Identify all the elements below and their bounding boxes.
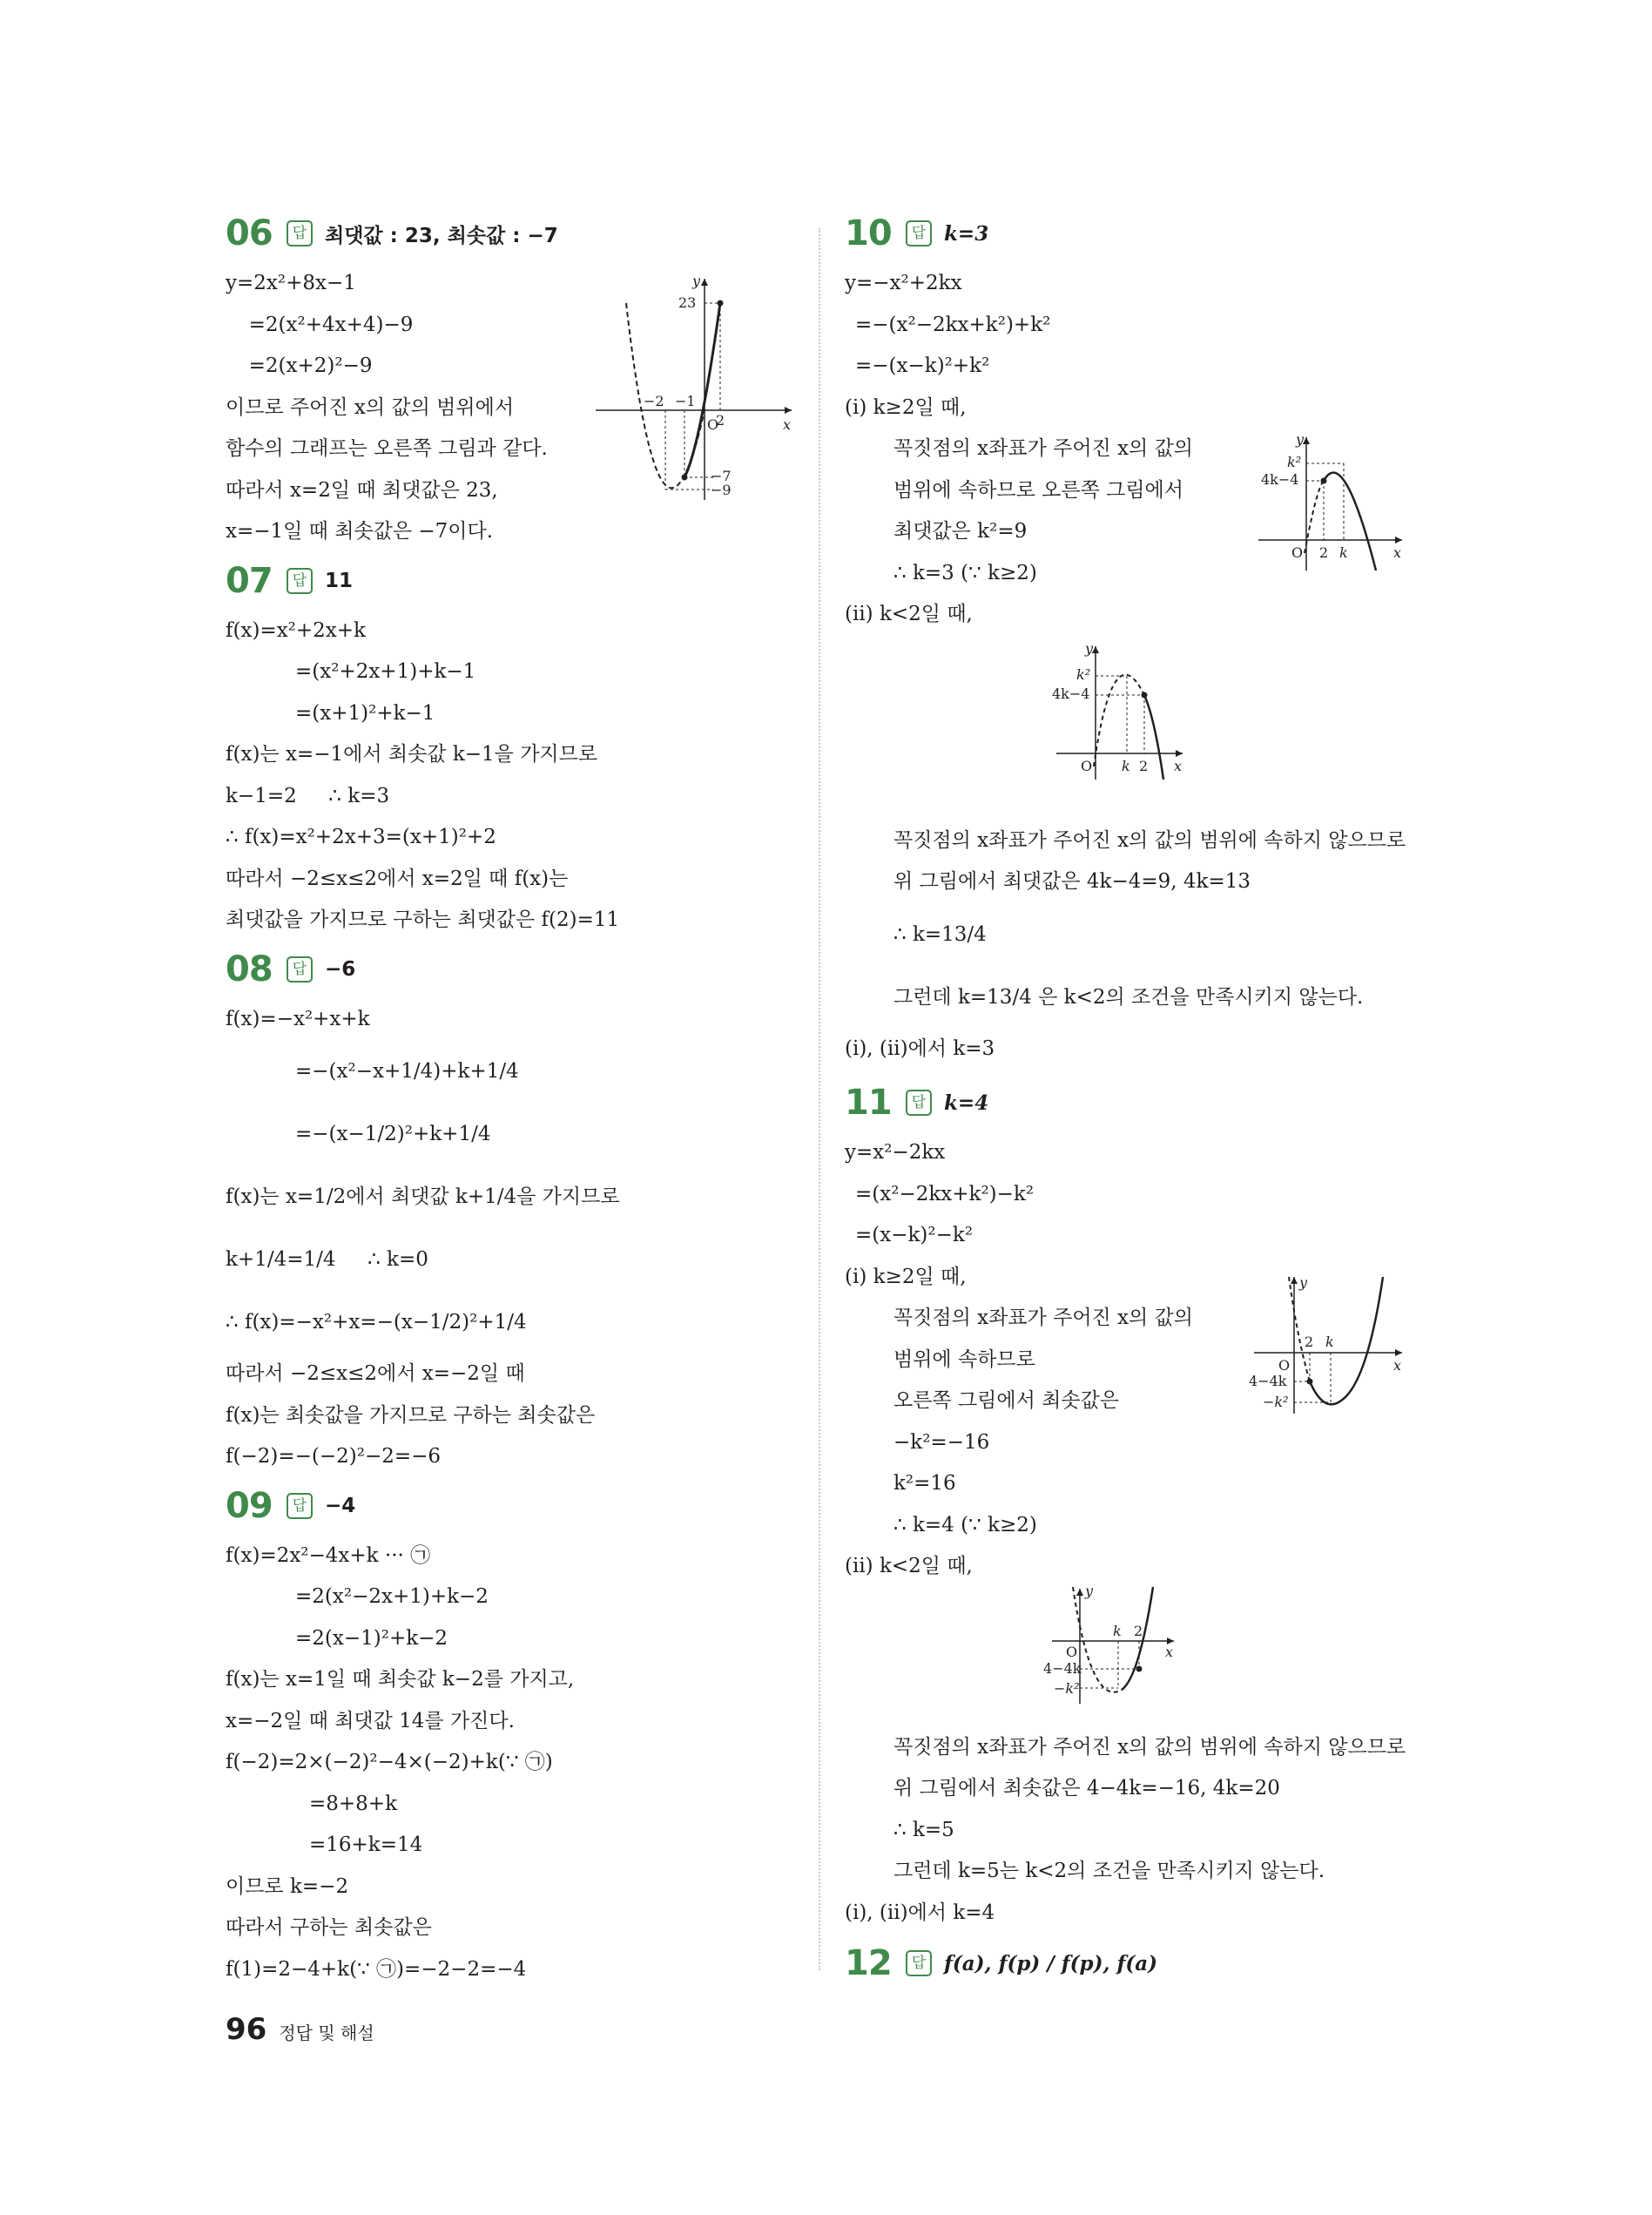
tick-label: 2 <box>716 412 725 429</box>
solution-line: k−1=2 ∴ k=3 <box>226 784 390 807</box>
problem-header <box>226 945 870 994</box>
solution-line: =(x+1)²+k−1 <box>295 701 435 725</box>
problem-number: 08 <box>226 949 273 989</box>
answer-badge: 답 <box>287 956 313 983</box>
solution-line: f(x)는 x=1일 때 최솟값 k−2를 가지고, <box>226 1668 575 1691</box>
solution-line: 위 그림에서 최댓값은 4k−4=9, 4k=13 <box>893 870 1251 893</box>
tick-label: k² <box>1287 454 1302 470</box>
answer-text: f(a), f(p) / f(p), f(a) <box>944 1951 1158 1975</box>
solution-line: y=x²−2kx <box>845 1141 946 1164</box>
solution-line: 위 그림에서 최솟값은 4−4k=−16, 4k=20 <box>893 1777 1280 1800</box>
solution-line: f(x)는 x=1/2에서 최댓값 k+1/4을 가지므로 <box>226 1185 620 1208</box>
problem-08 <box>226 945 870 1478</box>
answer-text: k=3 <box>944 221 989 246</box>
tick-label: 4−4k <box>1043 1660 1082 1677</box>
parabola-graph-10a <box>1254 427 1411 575</box>
tick-label: 2 <box>1139 758 1149 774</box>
solution-line: =(x²+2x+1)+k−1 <box>295 660 476 683</box>
problem-09 <box>226 1482 870 1991</box>
problem-12 <box>845 1939 1454 1988</box>
left-column <box>226 209 870 1990</box>
problem-number: 06 <box>226 213 273 253</box>
solution-line: (ⅰ), (ⅱ)에서 k=4 <box>845 1901 995 1924</box>
solution-line: ∴ k=3 (∵ k≥2) <box>893 561 1037 584</box>
problem-11 <box>845 1078 1454 1934</box>
problem-07 <box>226 557 870 942</box>
parabola-graph-06 <box>591 268 800 503</box>
solution-line: x=−1일 때 최솟값은 −7이다. <box>226 520 494 543</box>
axis-label-y: y <box>1085 1583 1094 1599</box>
solution-line: (ⅱ) k<2일 때, <box>845 1555 973 1577</box>
tick-label: 4k−4 <box>1052 685 1090 702</box>
solution-line: 최댓값은 k²=9 <box>893 520 1028 543</box>
solution-line: 범위에 속하므로 <box>893 1347 1035 1371</box>
solution-line: f(x)는 최솟값을 가지므로 구하는 최솟값은 <box>226 1403 596 1427</box>
axis-label-x: x <box>1174 758 1183 774</box>
solution-line: =8+8+k <box>309 1792 398 1815</box>
answer-text: 11 <box>325 569 354 592</box>
solution-line: f(x)=x²+2x+k <box>226 618 366 642</box>
solution-line: f(x)는 x=−1에서 최솟값 k−1을 가지므로 <box>226 743 598 766</box>
solution-line: k+1/4=1/4 ∴ k=0 <box>226 1248 428 1271</box>
tick-label: −9 <box>711 482 732 498</box>
problem-number: 12 <box>845 1943 892 1983</box>
problem-number: 07 <box>226 560 273 601</box>
tick-label: −1 <box>675 393 696 409</box>
page-number: 96 <box>226 2012 267 2047</box>
right-column <box>845 209 1454 1993</box>
solution-line: 따라서 x=2일 때 최댓값은 23, <box>226 478 498 502</box>
tick-label: −7 <box>711 468 732 484</box>
tick-label: k² <box>1076 666 1091 683</box>
origin-label: O <box>1278 1357 1291 1374</box>
parabola-graph-10b <box>1052 636 1209 784</box>
solution-line: =2(x²−2x+1)+k−2 <box>295 1585 489 1608</box>
problem-header <box>845 1939 1454 1988</box>
axis-label-x: x <box>1393 544 1402 561</box>
solution-line: f(x)=−x²+x+k <box>226 1007 370 1030</box>
solution-line: ∴ f(x)=−x²+x=−(x−1/2)²+1/4 <box>226 1311 527 1334</box>
tick-label: k <box>1113 1623 1122 1639</box>
answer-text: −4 <box>325 1494 356 1517</box>
solution-line: f(−2)=−(−2)²−2=−6 <box>226 1445 442 1468</box>
axis-label-x: x <box>783 416 792 433</box>
tick-label: 4−4k <box>1249 1373 1287 1389</box>
axis-label-x: x <box>1165 1644 1174 1660</box>
tick-label: 2 <box>1305 1334 1314 1350</box>
solution-line: (ⅰ) k≥2일 때, <box>845 1265 967 1288</box>
problem-header <box>845 209 1454 258</box>
solution-line: 따라서 구하는 최솟값은 <box>226 1916 432 1939</box>
solution-line: x=−2일 때 최댓값 14를 가진다. <box>226 1709 515 1732</box>
axis-label-y: y <box>692 273 701 289</box>
problem-number: 09 <box>226 1485 273 1526</box>
solution-line: 꼭짓점의 x좌표가 주어진 x의 값의 범위에 속하지 않으므로 <box>893 1735 1406 1759</box>
solution-line: =(x²−2kx+k²)−k² <box>855 1182 1035 1205</box>
origin-label: O <box>707 416 719 433</box>
origin-label: O <box>1066 1644 1078 1660</box>
solution-line: 꼭짓점의 x좌표가 주어진 x의 값의 <box>893 1307 1194 1329</box>
tick-label: −2 <box>644 393 664 409</box>
solution-line: =2(x+2)²−9 <box>236 355 373 377</box>
solution-line: =2(x−1)²+k−2 <box>295 1626 448 1650</box>
solution-line: ∴ f(x)=x²+2x+3=(x+1)²+2 <box>226 826 496 848</box>
problem-header <box>226 557 870 605</box>
answer-text: −6 <box>325 957 356 981</box>
answer-badge: 답 <box>906 1090 932 1116</box>
answer-badge: 답 <box>906 220 932 246</box>
solution-line: 범위에 속하므로 오른쪽 그림에서 <box>893 478 1183 502</box>
tick-label: 2 <box>1319 544 1329 561</box>
answer-badge: 답 <box>287 220 313 246</box>
solution-line: 이므로 주어진 x의 값의 범위에서 <box>226 395 515 419</box>
solution-line: (ⅰ) k≥2일 때, <box>845 395 967 419</box>
problem-06 <box>226 209 870 553</box>
solution-line: 최댓값을 가지므로 구하는 최댓값은 f(2)=11 <box>226 908 620 931</box>
solution-line: =16+k=14 <box>309 1833 423 1856</box>
solution-line: (ⅱ) k<2일 때, <box>845 603 973 625</box>
answer-badge: 답 <box>906 1950 932 1976</box>
axis-label-x: x <box>1393 1357 1402 1374</box>
tick-label: k <box>1122 758 1130 774</box>
solution-line: k²=16 <box>893 1472 956 1495</box>
tick-label: 23 <box>678 294 697 311</box>
solution-line: (ⅰ), (ⅱ)에서 k=3 <box>845 1037 995 1060</box>
tick-label: k <box>1339 544 1348 561</box>
axis-label-y: y <box>1299 1274 1308 1291</box>
axis-label-y: y <box>1085 640 1094 657</box>
problem-header <box>226 209 870 258</box>
answer-badge: 답 <box>287 1493 313 1519</box>
answer-text: 최댓값 : 23, 최솟값 : −7 <box>325 224 558 247</box>
solution-line: f(x)=2x²−4x+k ··· ㉠ <box>226 1543 431 1567</box>
axis-label-y: y <box>1296 431 1305 448</box>
solution-line: f(−2)=2×(−2)²−4×(−2)+k(∵ ㉠) <box>226 1751 553 1773</box>
problem-header <box>845 1078 1454 1127</box>
tick-label: −k² <box>1263 1394 1289 1410</box>
origin-label: O <box>1291 544 1304 561</box>
problem-10 <box>845 209 1454 1070</box>
solution-line: −k²=−16 <box>893 1430 990 1454</box>
solution-line: y=2x²+8x−1 <box>226 272 356 294</box>
solution-line: =(x−k)²−k² <box>855 1224 974 1246</box>
solution-line: 따라서 −2≤x≤2에서 x=2일 때 f(x)는 <box>226 867 569 890</box>
solution-line: y=−x²+2kx <box>845 272 962 294</box>
problem-number: 10 <box>845 213 892 253</box>
problem-number: 11 <box>845 1083 892 1123</box>
solution-line: 따라서 −2≤x≤2에서 x=−2일 때 <box>226 1362 525 1385</box>
answer-badge: 답 <box>287 568 313 594</box>
solution-line: 꼭짓점의 x좌표가 주어진 x의 값의 범위에 속하지 않으므로 <box>893 828 1406 852</box>
solution-line: 이므로 k=−2 <box>226 1874 349 1898</box>
tick-label: 2 <box>1134 1623 1143 1639</box>
page-title: 정답 및 해설 <box>279 2023 374 2043</box>
tick-label: k <box>1325 1334 1334 1350</box>
solution-line: f(1)=2−4+k(∵ ㉠)=−2−2=−4 <box>226 1957 527 1981</box>
solution-line: 꼭짓점의 x좌표가 주어진 x의 값의 <box>893 437 1194 460</box>
solution-line: ∴ k=5 <box>893 1818 954 1841</box>
parabola-graph-11a <box>1237 1270 1411 1418</box>
solution-line: =2(x²+4x+4)−9 <box>236 313 414 336</box>
solution-line: =−(x−1/2)²+k+1/4 <box>295 1123 491 1145</box>
parabola-graph-11b <box>1043 1582 1191 1712</box>
solution-line: ∴ k=4 (∵ k≥2) <box>893 1513 1037 1536</box>
problem-header <box>226 1482 870 1530</box>
tick-label: −k² <box>1054 1680 1080 1697</box>
solution-line: ∴ k=13/4 <box>893 922 987 946</box>
solution-line: 그런데 k=5는 k<2의 조건을 만족시키지 않는다. <box>893 1860 1325 1882</box>
solution-line: 오른쪽 그림에서 최솟값은 <box>893 1389 1120 1412</box>
solution-line: =−(x−k)²+k² <box>855 355 990 377</box>
origin-label: O <box>1081 758 1093 774</box>
tick-label: 4k−4 <box>1261 471 1299 488</box>
answer-text: k=4 <box>944 1091 989 1115</box>
solution-line: =−(x²−x+1/4)+k+1/4 <box>295 1060 519 1083</box>
page-footer <box>226 2012 374 2047</box>
solution-line: 함수의 그래프는 오른쪽 그림과 같다. <box>226 437 548 460</box>
solution-line: =−(x²−2kx+k²)+k² <box>855 313 1051 336</box>
solution-line: 그런데 k=13/4 은 k<2의 조건을 만족시키지 않는다. <box>893 985 1364 1009</box>
